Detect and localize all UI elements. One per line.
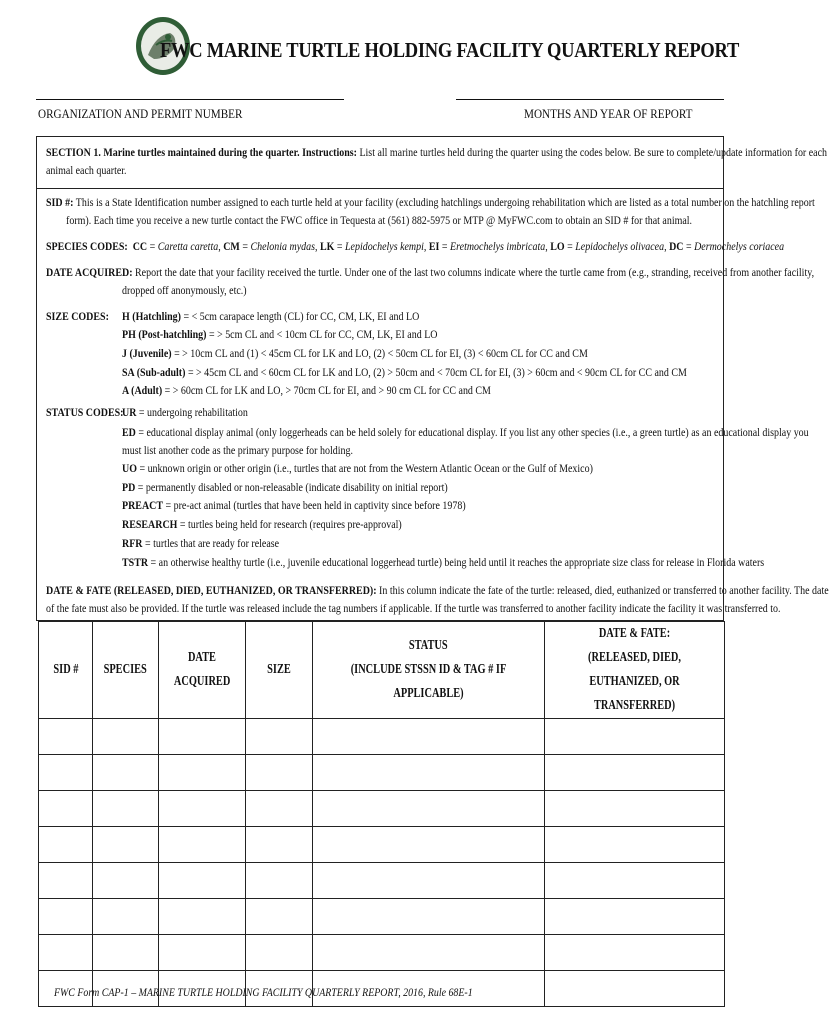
table-cell[interactable]	[313, 755, 545, 791]
size-codes-label: SIZE CODES:	[46, 310, 109, 323]
months-label: MONTHS AND YEAR OF REPORT	[524, 106, 693, 121]
status-code-row	[122, 426, 809, 440]
table-cell[interactable]	[246, 719, 313, 755]
fate-line2: of the fate must also be provided. If the turtle was released include the tag numbers if applicable. If the turtle was transferred to another facility indicate the facility it was transferred to.	[46, 602, 781, 615]
table-cell[interactable]	[159, 719, 246, 755]
table-cell[interactable]	[159, 899, 246, 935]
species-code: LK	[319, 240, 335, 253]
table-cell[interactable]	[545, 719, 725, 755]
table-cell[interactable]	[159, 791, 246, 827]
size-code-text: = > 10cm CL and (1) < 45cm CL for LK and LO, (2) < 50cm CL for EI, (3) < 60cm CL for CC and CM	[171, 347, 588, 360]
status-code-row	[122, 499, 466, 513]
status-code: PREACT	[122, 499, 163, 512]
table-cell[interactable]	[313, 827, 545, 863]
size-code-row	[122, 347, 588, 361]
table-row	[39, 791, 725, 827]
table-row	[39, 719, 725, 755]
status-code-row	[122, 481, 448, 495]
species-codes-label: SPECIES CODES:	[46, 240, 128, 253]
table-cell[interactable]	[93, 791, 159, 827]
organization-field-line[interactable]	[36, 99, 344, 100]
sid-line2: form). Each time you receive a new turtle contact the FWC office in Tequesta at (561) 882-5975 or MTP @ MyFWC.com to obtain an SID # for that animal.	[66, 214, 693, 227]
status-code: UO	[122, 462, 137, 475]
column-header	[246, 622, 313, 719]
table-cell[interactable]	[159, 827, 246, 863]
table-cell[interactable]	[545, 863, 725, 899]
species-name: Chelonia mydas	[250, 240, 315, 253]
status-code: RESEARCH	[122, 518, 178, 531]
species-equals: =	[564, 240, 576, 253]
table-cell[interactable]	[313, 899, 545, 935]
species-code: CM	[223, 240, 240, 253]
size-code-row	[122, 366, 687, 380]
table-cell[interactable]	[246, 755, 313, 791]
table-cell[interactable]	[246, 791, 313, 827]
status-codes-label: STATUS CODES:	[46, 406, 124, 419]
status-code-text: = turtles that are ready for release	[142, 537, 280, 550]
column-header-line2: EUTHANIZED, OR TRANSFERRED)	[589, 674, 680, 713]
column-header-label	[265, 658, 292, 682]
column-header-line2: ACQUIRED	[173, 674, 231, 689]
species-sep: ,	[218, 240, 224, 253]
status-code-text: = educational display animal (only loggerheads can be held solely for educational display. If you list any other species (i.e., a green turtle) as an educational display you	[135, 426, 809, 439]
column-header-line1: SID #	[52, 662, 79, 677]
species-name: Caretta caretta	[157, 240, 219, 253]
table-row	[39, 899, 725, 935]
status-code-text: = unknown origin or other origin (i.e., turtles that are not from the Western Atlantic Ocean or the Gulf of Mexico)	[136, 462, 593, 475]
species-code: DC	[669, 240, 684, 253]
column-header-label	[51, 658, 80, 682]
species-name: Eretmochelys imbricata	[450, 240, 546, 253]
table-cell[interactable]	[313, 863, 545, 899]
table-cell[interactable]	[93, 719, 159, 755]
table-cell[interactable]	[93, 755, 159, 791]
species-name: Dermochelys coriacea	[694, 240, 785, 253]
table-cell[interactable]	[39, 863, 93, 899]
column-header	[313, 622, 545, 719]
table-cell[interactable]	[39, 755, 93, 791]
table-cell[interactable]	[246, 899, 313, 935]
size-code: A (Adult)	[122, 384, 163, 397]
species-sep: ,	[314, 240, 320, 253]
table-cell[interactable]	[93, 899, 159, 935]
table-cell[interactable]	[545, 755, 725, 791]
species-equals: =	[147, 240, 158, 253]
table-row	[39, 863, 725, 899]
status-code: ED	[122, 426, 136, 439]
status-code-row	[122, 462, 593, 476]
species-equals: =	[239, 240, 251, 253]
table-cell[interactable]	[39, 791, 93, 827]
status-code-text: = an otherwise healthy turtle (i.e., juvenile educational loggerhead turtle) being held until it reaches the appropriate size class for release in Florida waters	[148, 556, 765, 569]
table-cell[interactable]	[159, 935, 246, 971]
sid-line1	[46, 196, 815, 210]
column-header-label	[558, 622, 712, 718]
table-cell[interactable]	[545, 935, 725, 971]
species-name: Lepidochelys olivacea	[575, 240, 665, 253]
table-cell[interactable]	[246, 827, 313, 863]
form-footer: FWC Form CAP-1 – MARINE TURTLE HOLDING FACILITY QUARTERLY REPORT, 2016, Rule 68E-1	[54, 987, 473, 999]
table-cell[interactable]	[246, 935, 313, 971]
column-header-line1: SPECIES	[103, 662, 148, 677]
status-code: RFR	[122, 537, 143, 550]
size-code: SA (Sub-adult)	[122, 366, 186, 379]
report-title: FWC MARINE TURTLE HOLDING FACILITY QUARTERLY REPORT	[160, 38, 740, 62]
table-body	[39, 719, 725, 1007]
species-code: LO	[550, 240, 565, 253]
fate-text: In this column indicate the fate of the turtle: released, died, euthanized or transferred to another facility. The date	[376, 584, 829, 597]
column-header-line1: DATE & FATE: (RELEASED, DIED,	[588, 626, 681, 665]
species-sep: ,	[545, 240, 551, 253]
table-cell[interactable]	[545, 791, 725, 827]
status-code-row	[122, 444, 353, 458]
column-header-line1: STATUS	[409, 638, 448, 653]
table-cell[interactable]	[313, 791, 545, 827]
species-equals: =	[334, 240, 345, 253]
species-equals: =	[683, 240, 695, 253]
table-cell[interactable]	[93, 863, 159, 899]
table-row	[39, 935, 725, 971]
section1-heading: SECTION 1. Marine turtles maintained during the quarter. Instructions:	[46, 146, 357, 159]
column-header	[93, 622, 159, 719]
column-header	[545, 622, 725, 719]
table-cell[interactable]	[159, 863, 246, 899]
status-code: PD	[122, 481, 136, 494]
species-sep: ,	[664, 240, 670, 253]
size-code: H (Hatchling)	[122, 310, 182, 323]
species-sep: ,	[423, 240, 429, 253]
table-cell[interactable]	[39, 935, 93, 971]
status-code-row	[122, 406, 248, 420]
column-header-label	[169, 646, 235, 694]
size-code-row	[122, 328, 437, 342]
status-code-text: must list another code as the primary purpose for holding.	[122, 444, 353, 457]
date-acquired-line2: dropped off anonymously, etc.)	[122, 284, 247, 297]
size-code-row	[122, 384, 491, 398]
size-code: J (Juvenile)	[122, 347, 172, 360]
table-row	[39, 755, 725, 791]
status-code-row	[122, 537, 279, 551]
status-code-text: = turtles being held for research (requires pre-approval)	[177, 518, 402, 531]
fate-line1	[46, 584, 829, 598]
date-acquired-text: Report the date that your facility received the turtle. Under one of the last two columns indicate where the turtle came from (e.g., stranding, received from another facility,	[132, 266, 815, 279]
column-header-line1: DATE	[187, 650, 216, 665]
size-code-row	[122, 310, 419, 324]
species-code: CC	[132, 240, 148, 253]
size-code: PH (Post-hatchling)	[122, 328, 207, 341]
column-header-line2: (INCLUDE STSSN ID & TAG # IF APPLICABLE)	[350, 662, 507, 701]
species-code: EI	[428, 240, 440, 253]
species-codes-list	[133, 240, 784, 253]
fate-label: DATE & FATE (RELEASED, DIED, EUTHANIZED, OR TRANSFERRED):	[46, 584, 377, 597]
turtle-table	[38, 621, 725, 1007]
table-cell[interactable]	[313, 719, 545, 755]
table-cell[interactable]	[93, 935, 159, 971]
table-cell[interactable]	[159, 755, 246, 791]
column-header	[39, 622, 93, 719]
size-code-text: = > 5cm CL and < 10cm CL for CC, CM, LK, EI and LO	[206, 328, 438, 341]
status-code-text: = permanently disabled or non-releasable (indicate disability on initial report)	[135, 481, 448, 494]
section1-line2: animal each quarter.	[46, 164, 127, 177]
months-field-line[interactable]	[456, 99, 724, 100]
date-acquired-label: DATE ACQUIRED:	[46, 266, 133, 279]
table-cell[interactable]	[545, 971, 725, 1007]
column-header-label	[329, 634, 528, 706]
organization-label: ORGANIZATION AND PERMIT NUMBER	[38, 106, 243, 121]
species-name: Lepidochelys kempi	[344, 240, 424, 253]
status-code-row	[122, 556, 764, 570]
date-acquired-line1	[46, 266, 814, 280]
sid-label: SID #:	[46, 196, 74, 209]
status-code-text: = undergoing rehabilitation	[136, 406, 248, 419]
table-header-row	[39, 622, 725, 719]
section1-text: List all marine turtles held during the quarter using the codes below. Be sure to complete/update information for each	[356, 146, 828, 159]
status-code-row	[122, 518, 402, 532]
sid-text: This is a State Identification number assigned to each turtle held at your facility (excluding hatchlings undergoing rehabilitation which are listed as a total number on the hatchling report	[73, 196, 815, 209]
table-cell[interactable]	[246, 863, 313, 899]
section1-line1	[46, 146, 827, 160]
instructions-divider	[36, 188, 724, 189]
status-code: UR	[122, 406, 137, 419]
species-codes-line	[46, 240, 784, 254]
table-cell[interactable]	[93, 827, 159, 863]
size-code-text: = > 60cm CL for LK and LO, > 70cm CL for EI, and > 90 cm CL for CC and CM	[162, 384, 491, 397]
column-header	[159, 622, 246, 719]
table-cell[interactable]	[545, 899, 725, 935]
size-code-text: = > 45cm CL and < 60cm CL for LK and LO, (2) > 50cm and < 70cm CL for EI, (3) > 60cm and < 90cm CL for CC and CM	[185, 366, 687, 379]
table-cell[interactable]	[39, 827, 93, 863]
column-header-line1: SIZE	[267, 662, 291, 677]
table-cell[interactable]	[545, 827, 725, 863]
table-row	[39, 827, 725, 863]
status-code: TSTR	[122, 556, 149, 569]
size-code-text: = < 5cm carapace length (CL) for CC, CM, LK, EI and LO	[181, 310, 420, 323]
table-cell[interactable]	[39, 719, 93, 755]
column-header-label	[100, 658, 150, 682]
table-cell[interactable]	[39, 899, 93, 935]
status-code-text: = pre-act animal (turtles that have been held in captivity since before 1978)	[162, 499, 466, 512]
table-cell[interactable]	[313, 935, 545, 971]
species-equals: =	[439, 240, 451, 253]
